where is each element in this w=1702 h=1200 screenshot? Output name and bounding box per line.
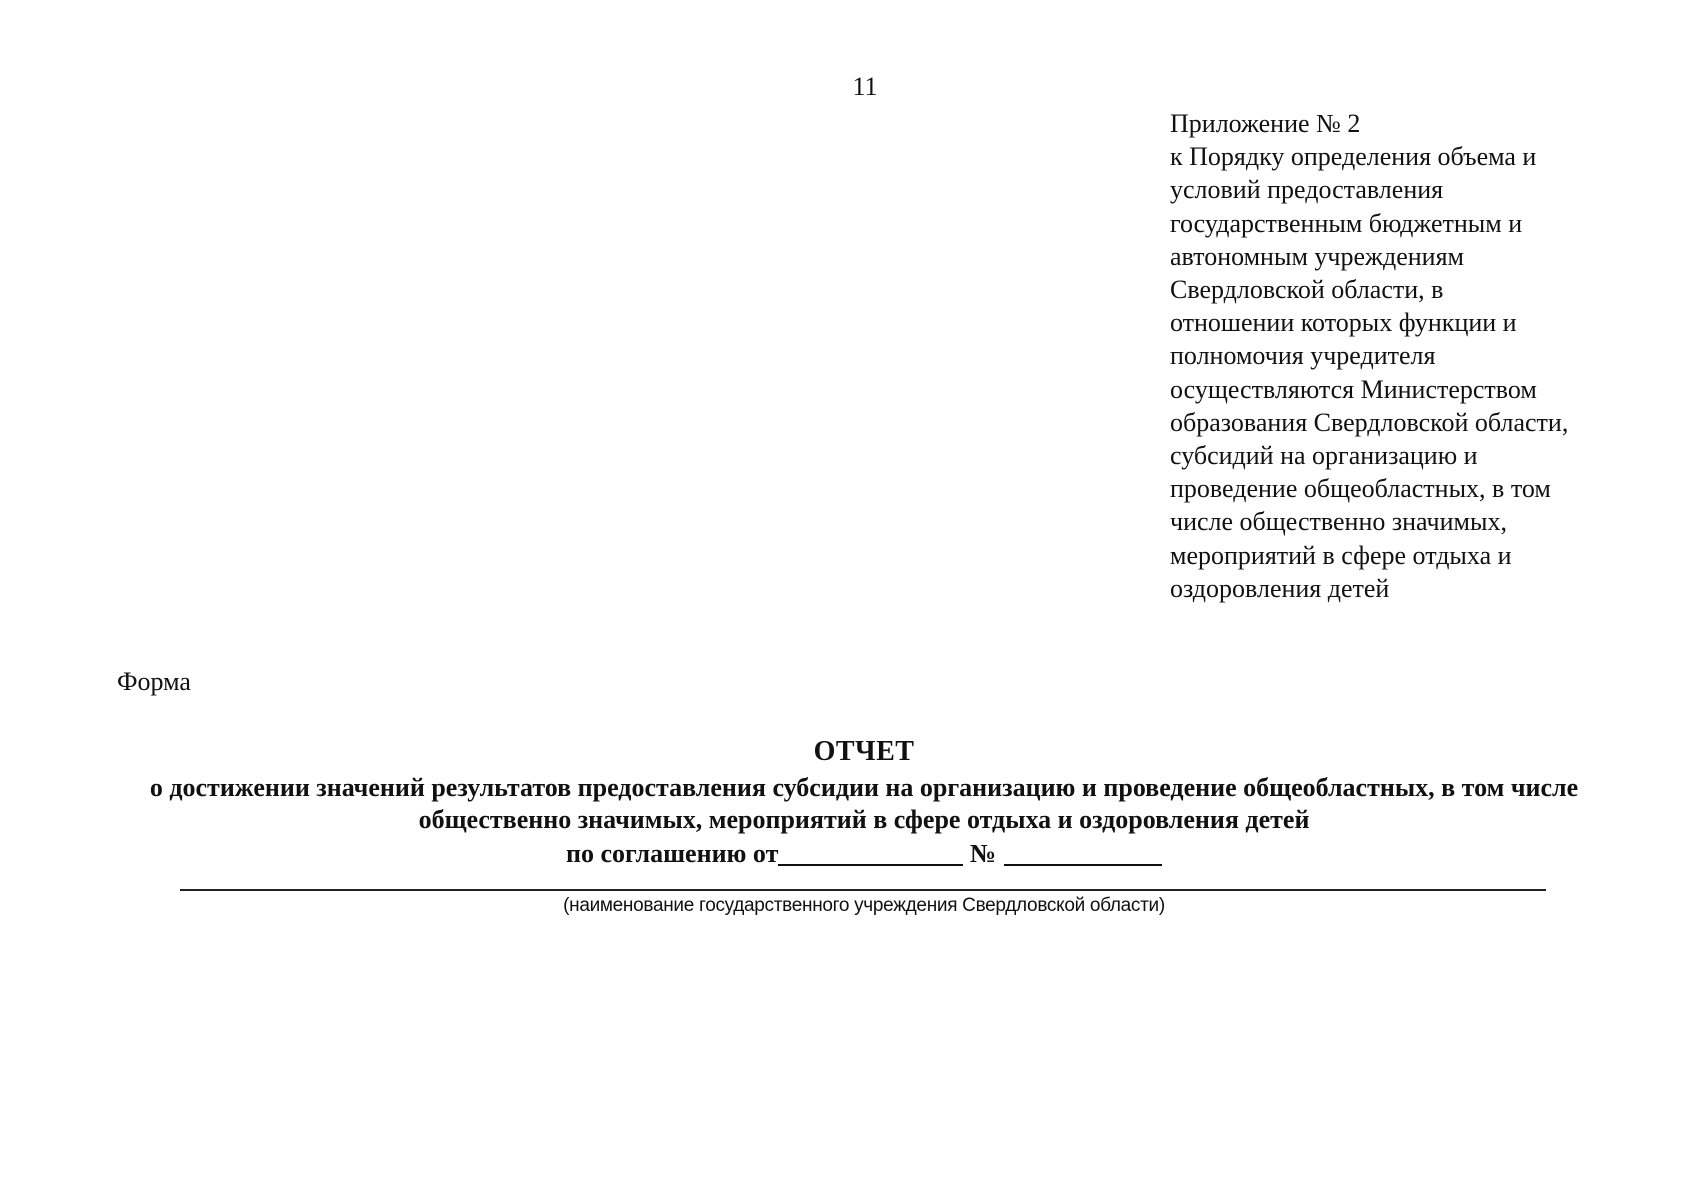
appendix-line: Свердловской области, в [1170,275,1444,305]
appendix-line: полномочия учредителя [1170,341,1436,371]
form-label: Форма [117,667,191,696]
appendix-line: к Порядку определения объема и [1170,142,1537,172]
agreement-date-blank[interactable] [778,840,963,866]
report-title: ОТЧЕТ [813,736,915,767]
page-number: 11 [852,72,878,101]
appendix-line: отношении которых функции и [1170,308,1517,338]
institution-caption: (наименование государственного учреждения Свердловской области) [563,895,1165,916]
appendix-line: числе общественно значимых, [1170,507,1507,537]
appendix-line: Приложение № 2 [1170,109,1361,138]
agreement-line [0,836,1702,869]
appendix-line: мероприятий в сфере отдыха и [1170,540,1512,570]
appendix-block [1170,107,1690,605]
appendix-line: условий предоставления [1170,175,1444,205]
agreement-number-blank[interactable] [1004,840,1162,866]
report-subtitle: о достижении значений результатов предоставления субсидии на организацию и проведение общеобластных, в том числе общественно значимых, мероприятий в сфере отдыха и оздоровления детей [149,773,1579,834]
appendix-line: автономным учреждениям [1170,241,1464,271]
appendix-line: образования Свердловской области, [1170,407,1569,437]
appendix-line: субсидий на организацию и [1170,441,1478,471]
agreement-prefix: по соглашению от [566,839,779,868]
institution-name-line[interactable] [180,889,1546,891]
number-sign: № [969,839,996,868]
appendix-line: проведение общеобластных, в том [1170,474,1551,504]
appendix-line: оздоровления детей [1170,573,1390,603]
appendix-line: государственным бюджетным и [1170,208,1523,238]
appendix-line: осуществляются Министерством [1170,374,1537,404]
